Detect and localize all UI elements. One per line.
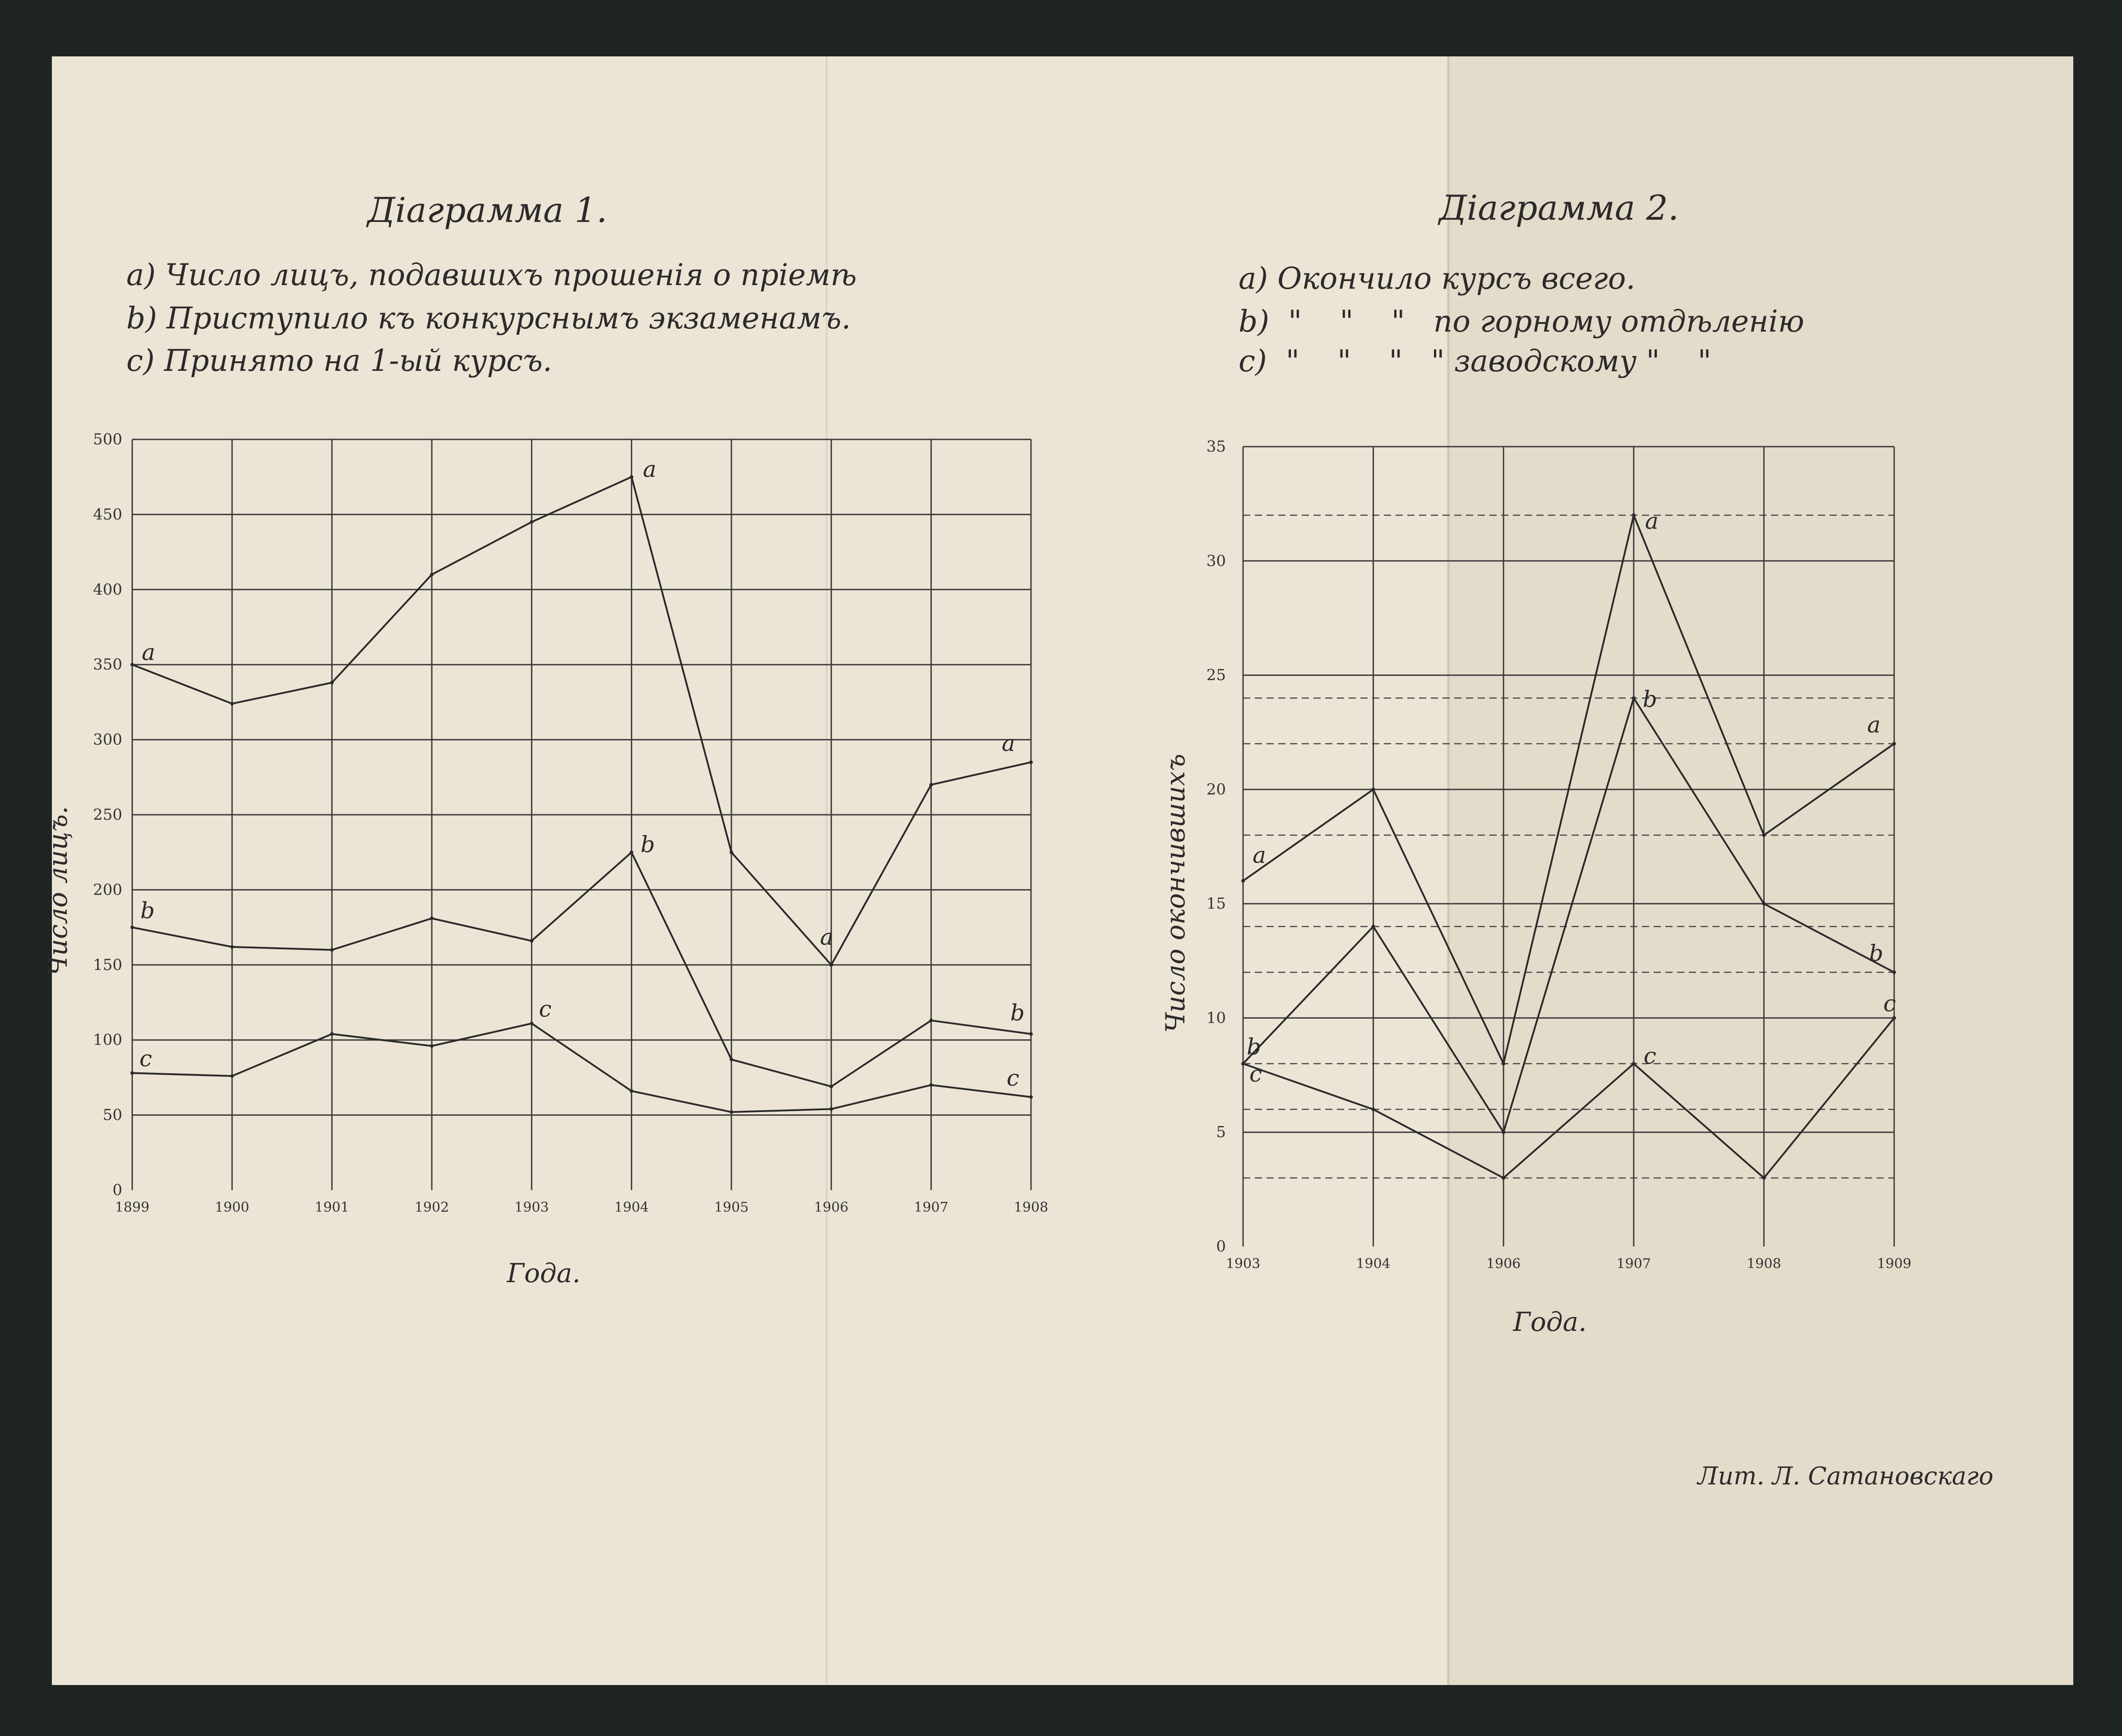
chart1-xtick-0: 1899 <box>115 1200 150 1215</box>
chart2-legend-a: a) Окончило курсъ всего. <box>1239 261 1636 296</box>
chart1-series-c-point-7 <box>829 1107 833 1111</box>
chart1-series-b-point-0 <box>130 926 134 929</box>
chart2-series-a-point-4 <box>1762 833 1766 837</box>
chart1-series-c-point-9 <box>1029 1095 1033 1099</box>
chart2-series-c-point-2 <box>1502 1176 1505 1180</box>
chart2-series-letter-0: a <box>1253 842 1266 868</box>
chart1-series-b-point-5 <box>630 850 633 854</box>
chart2-series-letter-4: b <box>1642 686 1657 713</box>
chart1-series-letter-5: b <box>640 831 655 858</box>
chart1-series-letter-9: c <box>1006 1065 1020 1091</box>
chart1-xlabel: Года. <box>507 1258 581 1288</box>
chart1-legend-c: c) Принято на 1-ый курсъ. <box>126 343 552 378</box>
chart1-series-b-point-1 <box>230 945 234 949</box>
chart2-xtick-2: 1906 <box>1486 1256 1521 1272</box>
chart1-series-c-point-8 <box>929 1083 933 1087</box>
chart1-series-a-point-6 <box>730 850 733 854</box>
chart2-series-b-point-5 <box>1892 970 1896 974</box>
chart1-series-a-point-2 <box>330 681 334 684</box>
chart2-legend-b: b) " " " по горному отдѣленію <box>1239 304 1804 339</box>
chart1-xtick-4: 1903 <box>514 1200 549 1215</box>
chart1-series-b-point-7 <box>829 1085 833 1088</box>
chart2-series-b-point-3 <box>1632 696 1636 700</box>
chart1-series-a-point-8 <box>929 783 933 786</box>
chart1-legend-b: b) Приступило къ конкурснымъ экзаменамъ. <box>126 301 851 336</box>
chart1-ytick-9: 450 <box>93 505 122 524</box>
chart2-series-letter-7: c <box>1643 1043 1656 1069</box>
chart1-series-a-point-9 <box>1029 761 1033 764</box>
chart1-ytick-8: 400 <box>93 580 122 599</box>
lithographer-signature: Лит. Л. Сатановскаго <box>1697 1462 1993 1490</box>
chart2-series-letter-8: c <box>1883 990 1896 1017</box>
chart2-xtick-1: 1904 <box>1356 1256 1391 1272</box>
chart2-series-a-point-3 <box>1632 513 1636 517</box>
chart2-xlabel: Года. <box>1513 1307 1587 1337</box>
chart1-ylabel: Число лицъ. <box>42 806 73 976</box>
chart1-xtick-2: 1901 <box>314 1200 349 1215</box>
chart2-xtick-3: 1907 <box>1616 1256 1651 1272</box>
chart1-series-letter-7: c <box>139 1045 153 1072</box>
paper-right <box>1448 56 2073 1685</box>
chart1-ytick-10: 500 <box>93 430 122 448</box>
chart2-ytick-3: 15 <box>1206 895 1226 913</box>
chart1-series-c-point-6 <box>730 1110 733 1114</box>
chart1-series-a-point-5 <box>630 475 633 479</box>
chart1-series-letter-0: a <box>142 639 155 666</box>
chart1-series-a-point-4 <box>530 520 533 524</box>
chart2-ytick-2: 10 <box>1206 1009 1226 1027</box>
chart1-series-a-point-3 <box>430 573 434 577</box>
chart1-ytick-5: 250 <box>93 806 122 824</box>
chart1-series-c-point-1 <box>230 1074 234 1078</box>
chart1-xtick-1: 1900 <box>215 1200 250 1215</box>
chart2-xtick-4: 1908 <box>1747 1256 1781 1272</box>
chart2-series-letter-6: c <box>1249 1061 1262 1087</box>
chart1-series-b-point-9 <box>1029 1032 1033 1036</box>
chart2-ytick-6: 30 <box>1206 552 1226 570</box>
chart1-ytick-0: 0 <box>112 1181 122 1199</box>
chart1-ytick-3: 150 <box>93 956 122 974</box>
chart1-xtick-8: 1907 <box>914 1200 948 1215</box>
chart1-series-letter-2: a <box>820 923 834 950</box>
chart1-series-letter-4: b <box>140 897 155 924</box>
chart1-series-a-point-1 <box>230 702 234 706</box>
chart1-xtick-5: 1904 <box>614 1200 649 1215</box>
chart2-series-b-point-2 <box>1502 1131 1505 1134</box>
chart2-series-c-point-4 <box>1762 1176 1766 1180</box>
chart1-series-letter-3: a <box>1002 730 1015 757</box>
chart2-xtick-5: 1909 <box>1877 1256 1912 1272</box>
chart2-series-a-point-5 <box>1892 742 1896 746</box>
chart2-series-letter-5: b <box>1868 940 1884 967</box>
chart1-xtick-7: 1906 <box>814 1200 849 1215</box>
chart1-ytick-6: 300 <box>93 730 122 749</box>
chart1-series-a-point-0 <box>130 663 134 666</box>
chart1-xtick-3: 1902 <box>414 1200 449 1215</box>
chart1-ytick-4: 200 <box>93 881 122 899</box>
chart2-series-letter-1: a <box>1645 508 1659 534</box>
chart1-legend-a: a) Число лицъ, подавшихъ прошенія о пріемѣ <box>126 258 857 292</box>
chart2-series-a-point-1 <box>1372 788 1375 791</box>
chart2-series-letter-2: a <box>1867 711 1881 738</box>
chart2-series-b-point-4 <box>1762 902 1766 905</box>
chart1-series-b-point-8 <box>929 1019 933 1022</box>
chart1-ytick-7: 350 <box>93 656 122 674</box>
chart2-series-c-point-0 <box>1241 1062 1245 1066</box>
chart2-title: Діаграмма 2. <box>1439 188 1679 228</box>
chart1-ytick-2: 100 <box>93 1031 122 1049</box>
chart1-series-b-point-2 <box>330 948 334 952</box>
chart1-series-letter-8: c <box>539 996 552 1022</box>
chart1-xtick-9: 1908 <box>1013 1200 1049 1215</box>
chart2-series-a-point-2 <box>1502 1062 1505 1066</box>
chart1-series-c-point-0 <box>130 1071 134 1075</box>
chart2-series-c-point-5 <box>1892 1016 1896 1020</box>
chart2-xtick-0: 1903 <box>1225 1256 1261 1272</box>
chart1-series-b-point-4 <box>530 939 533 943</box>
chart2-ylabel: Число окончившихъ <box>1160 753 1191 1033</box>
chart2-series-a-point-0 <box>1241 879 1245 882</box>
chart2-ytick-4: 20 <box>1206 780 1226 799</box>
chart2-series-b-point-1 <box>1372 925 1375 928</box>
chart1-series-c-point-5 <box>630 1089 633 1093</box>
chart1-ytick-1: 50 <box>102 1106 122 1124</box>
chart2-ytick-5: 25 <box>1206 666 1226 684</box>
chart1-series-b-point-3 <box>430 917 434 920</box>
chart1-series-letter-6: b <box>1010 999 1025 1026</box>
chart2-series-c-point-1 <box>1372 1108 1375 1111</box>
chart1-series-c-point-2 <box>330 1032 334 1036</box>
chart1-title: Діаграмма 1. <box>367 190 607 230</box>
chart2-series-c-point-3 <box>1632 1062 1636 1066</box>
chart2-legend-c: c) " " " " заводскому " " <box>1239 344 1711 379</box>
chart1-series-b-point-6 <box>730 1057 733 1061</box>
chart2-ytick-1: 5 <box>1216 1123 1226 1141</box>
chart1-series-c-point-4 <box>530 1022 533 1025</box>
chart2-series-letter-3: b <box>1246 1034 1262 1060</box>
chart1-series-c-point-3 <box>430 1044 434 1048</box>
chart1-xtick-6: 1905 <box>714 1200 749 1215</box>
chart1-series-letter-1: a <box>643 456 656 483</box>
chart2-ytick-7: 35 <box>1206 438 1226 456</box>
chart1-series-a-point-7 <box>829 963 833 967</box>
chart2-ytick-0: 0 <box>1216 1237 1226 1256</box>
